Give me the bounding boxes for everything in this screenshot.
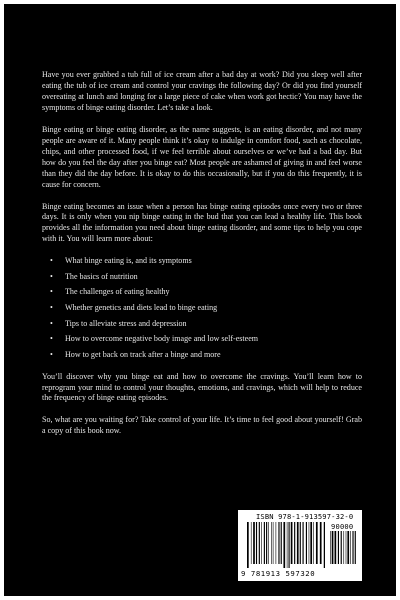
list-item: • What binge eating is, and its symptoms — [50, 256, 362, 267]
paragraph-discover: You’ll discover why you binge eat and how to overcome the cravings. You’ll learn how to reprogram your mind to control your thoughts, emotions, and cravings, which will help to reduce the frequency of binge eating episodes. — [42, 371, 362, 403]
list-item: • How to overcome negative body image and low self-esteem — [50, 334, 362, 345]
paragraph-definition: Binge eating or binge eating disorder, as the name suggests, is an eating disorder, and not many people are aware of it. Many people think it’s okay to indulge in comfort food, such as chocolate, chips, and other processed food, if we feel terrible about ourselves or we’ve had a bad day. But how do you feel the day after you binge eat? Most people are ashamed of giving in and feel worse than they did the day before. It is okay to do this occasionally, but if you do this frequently, it is cause for concern. — [42, 124, 362, 189]
price-code: 90000 — [331, 522, 354, 531]
barcode-bars-icon — [247, 522, 325, 568]
list-item: • Whether genetics and diets lead to binge eating — [50, 303, 362, 314]
paragraph-call-to-action: So, what are you waiting for? Take control of your life. It’s time to feel good about yourself! Grab a copy of this book now. — [42, 415, 362, 436]
list-item: • The challenges of eating healthy — [50, 287, 362, 298]
paragraph-overview: Binge eating becomes an issue when a person has binge eating episodes once every two or three days. It is only when you nip binge eating in the bud that you can lead a healthy life. This book provides all the information you need about binge eating disorder, and some tips to help you cope with it. You will learn more about: — [42, 201, 362, 244]
topic-list — [42, 256, 362, 360]
barcode-digits: 9 781913 597320 — [241, 569, 316, 578]
isbn-barcode — [238, 510, 362, 581]
back-cover — [4, 4, 396, 596]
blurb-text — [42, 70, 362, 448]
isbn-label: ISBN 978-1-913597-32-0 — [256, 512, 354, 521]
list-item: • How to get back on track after a binge and more — [50, 350, 362, 361]
list-item: • The basics of nutrition — [50, 272, 362, 283]
addon-bars-icon — [330, 531, 358, 568]
list-item: • Tips to alleviate stress and depression — [50, 319, 362, 330]
paragraph-intro: Have you ever grabbed a tub full of ice cream after a bad day at work? Did you sleep well after eating the tub of ice cream and control your cravings the following day? Or did you find yourself overeating at lunch and longing for a large piece of cake when work got hectic? You may have the symptoms of binge eating disorder. Let’s take a look. — [42, 70, 362, 112]
